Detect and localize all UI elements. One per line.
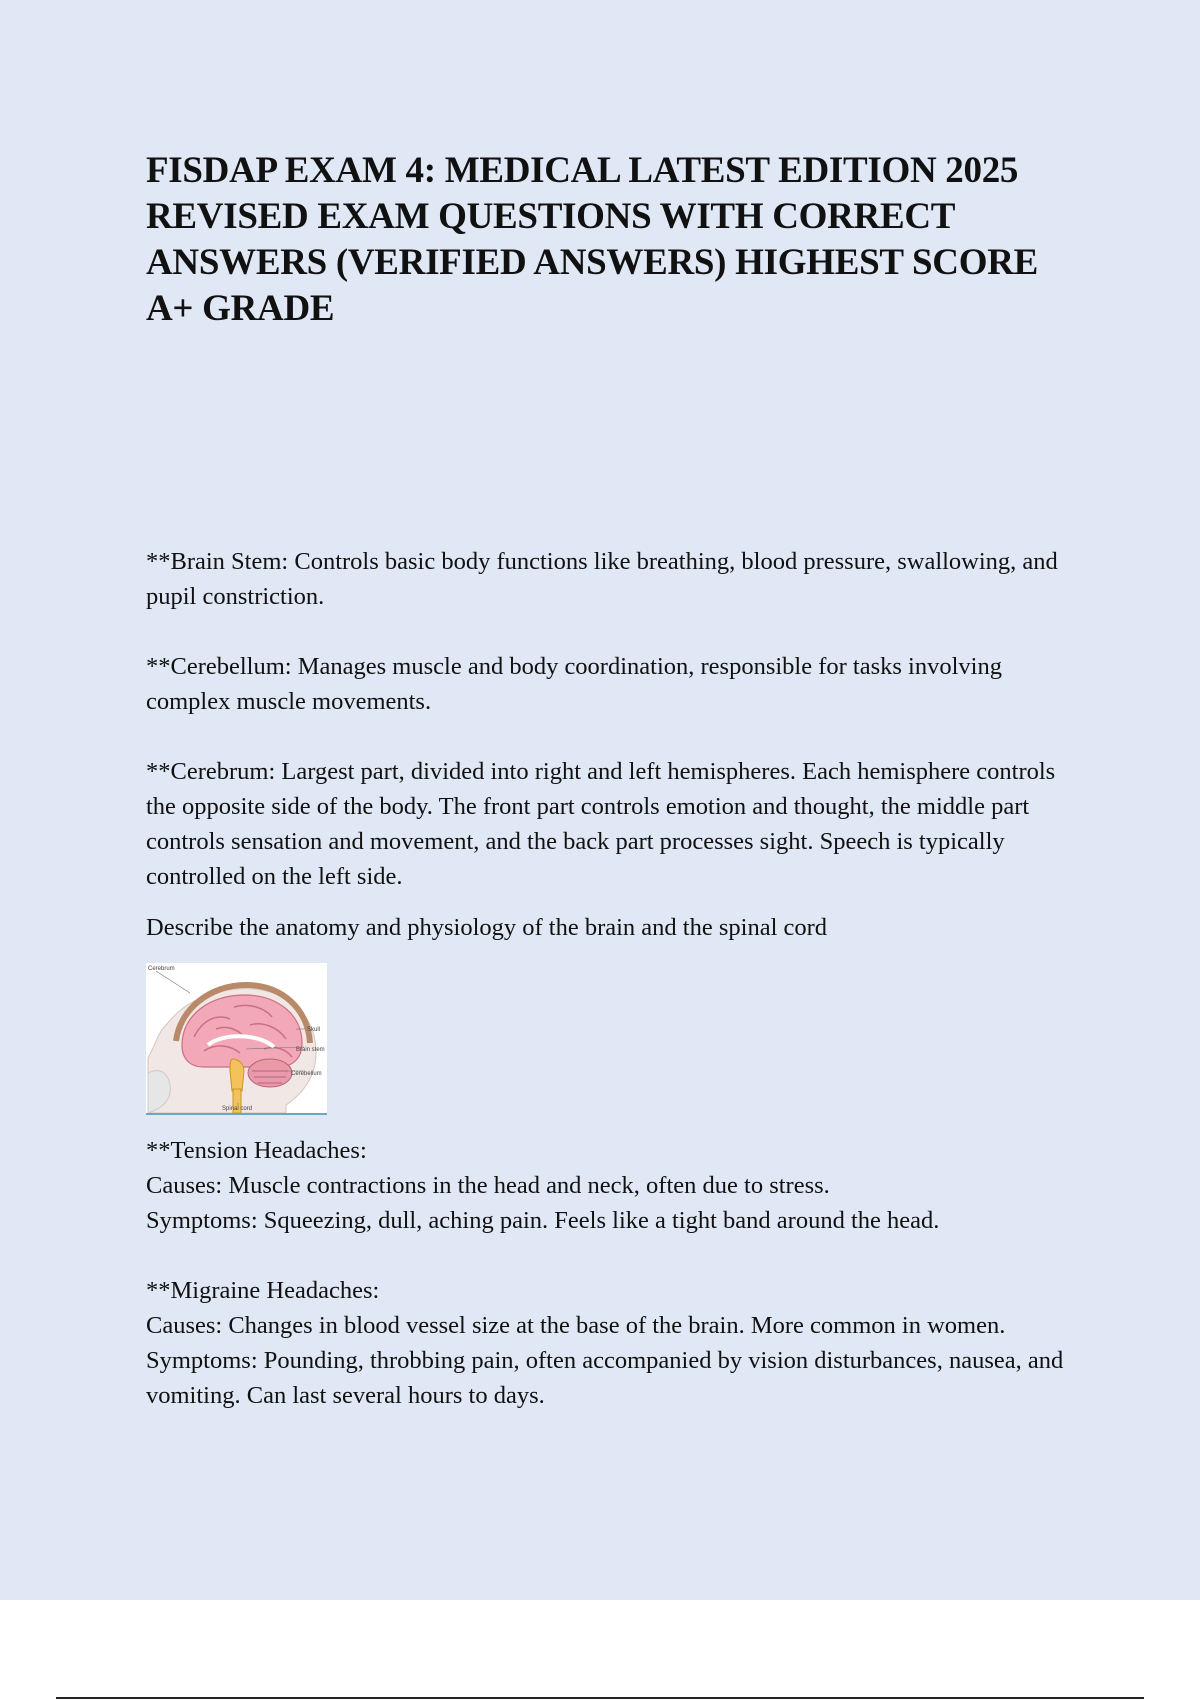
brain-stem-paragraph: **Brain Stem: Controls basic body functions like breathing, blood pressure, swallowing, and pupil constriction. [146, 548, 1058, 610]
brain-anatomy-illustration [146, 963, 327, 1113]
migraine-headaches-section [146, 1273, 1086, 1413]
figure-label-cerebrum: Cerebrum [148, 966, 175, 972]
cerebrum-paragraph: **Cerebrum: Largest part, divided into right and left hemispheres. Each hemisphere controls the opposite side of the body. The front part controls emotion and thought, the middle part controls sensation and movement, and the back part processes sight. Speech is typically controlled on the left side. [146, 758, 1056, 890]
tension-symptoms: Symptoms: Squeezing, dull, aching pain. Feels like a tight band around the head. [146, 1207, 940, 1234]
migraine-symptoms: Symptoms: Pounding, throbbing pain, often accompanied by vision disturbances, nausea, and vomiting. Can last several hours to days. [146, 1347, 1064, 1409]
figure-label-spinal-cord: Spinal cord [222, 1106, 253, 1112]
brain-anatomy-figure [146, 963, 327, 1115]
migraine-heading: **Migraine Headaches: [146, 1277, 380, 1304]
document-title: FISDAP EXAM 4: MEDICAL LATEST EDITION 2025 REVISED EXAM QUESTIONS WITH CORRECT ANSWERS (VERIFIED ANSWERS) HIGHEST SCORE A+ GRADE [146, 150, 1038, 329]
figure-label-brain-stem: Brain stem [296, 1047, 325, 1053]
tension-causes: Causes: Muscle contractions in the head and neck, often due to stress. [146, 1172, 830, 1199]
migraine-causes: Causes: Changes in blood vessel size at the base of the brain. More common in women. [146, 1312, 1006, 1339]
figure-label-cerebellum: Cerebellum [291, 1071, 322, 1077]
tension-headaches-section [146, 1133, 1086, 1238]
document-content [146, 148, 1086, 1413]
tension-heading: **Tension Headaches: [146, 1137, 367, 1164]
footer-divider [56, 1697, 1144, 1699]
cerebellum-paragraph: **Cerebellum: Manages muscle and body coordination, responsible for tasks involving complex muscle movements. [146, 653, 1002, 715]
figure-label-skull: Skull [307, 1027, 321, 1033]
question-text: Describe the anatomy and physiology of the brain and the spinal cord [146, 914, 828, 941]
